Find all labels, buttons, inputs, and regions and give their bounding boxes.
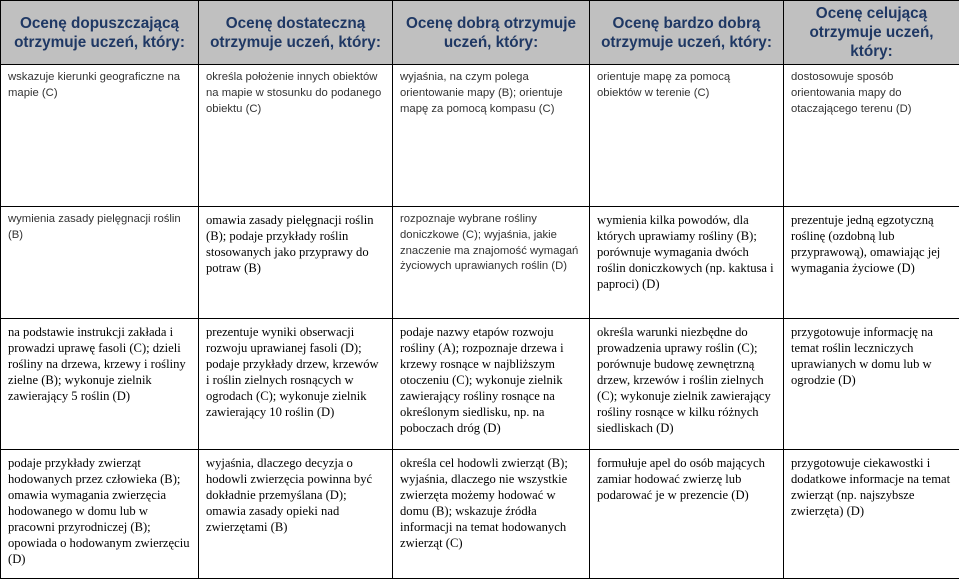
table-row-animal-keeping [1,450,959,579]
criteria-cell: rozpoznaje wybrane rośliny doniczkowe (C); wyjaśnia, jakie znaczenie ma znajomość wymagań życiowych uprawianych roślin (D) [393,207,590,319]
table-row-plant-cultivation [1,319,959,450]
table-row-plant-care [1,207,959,319]
header-grade-dostateczna: Ocenę dostateczną otrzymuje uczeń, który: [199,1,393,65]
criteria-cell: formułuje apel do osób mających zamiar hodować zwierzę lub podarować je w prezencie (D) [590,450,784,579]
criteria-cell: podaje przykłady zwierząt hodowanych przez człowieka (B); omawia wymagania zwierzęcia hodowanego w domu lub w pracowni przyrodniczej (B); opowiada o hodowanym zwierzęciu (D) [1,450,199,579]
header-grade-dopuszczajaca: Ocenę dopuszczającą otrzymuje uczeń, który: [1,1,199,65]
criteria-cell: prezentuje jedną egzotyczną roślinę (ozdobną lub przyprawową), omawiając jej wymagania życiowe (D) [784,207,959,319]
header-grade-dobra: Ocenę dobrą otrzymuje uczeń, który: [393,1,590,65]
criteria-cell: orientuje mapę za pomocą obiektów w terenie (C) [590,65,784,207]
criteria-cell: omawia zasady pielęgnacji roślin (B); podaje przykłady roślin stosowanych jako przyprawy do potraw (B) [199,207,393,319]
criteria-cell: przygotowuje ciekawostki i dodatkowe informacje na temat zwierząt (np. najszybsze zwierzęta) (D) [784,450,959,579]
criteria-cell: wymienia zasady pielęgnacji roślin (B) [1,207,199,319]
table-row-map-orientation [1,65,959,207]
header-row [1,1,959,65]
criteria-cell: przygotowuje informację na temat roślin leczniczych uprawianych w domu lub w ogrodzie (D) [784,319,959,450]
criteria-cell: wyjaśnia, dlaczego decyzja o hodowli zwierzęcia powinna być dokładnie przemyślana (D); omawia zasady opieki nad zwierzętami (B) [199,450,393,579]
criteria-cell: wymienia kilka powodów, dla których uprawiamy rośliny (B); porównuje wymagania dwóch roślin doniczkowych (np. kaktusa i paproci) (D) [590,207,784,319]
criteria-cell: określa położenie innych obiektów na mapie w stosunku do podanego obiektu (C) [199,65,393,207]
criteria-cell: określa cel hodowli zwierząt (B); wyjaśnia, dlaczego nie wszystkie zwierzęta możemy hodować w domu (B); wskazuje źródła informacji na temat hodowanych zwierząt (C) [393,450,590,579]
header-grade-celujaca: Ocenę celującą otrzymuje uczeń, który: [784,1,959,65]
criteria-cell: prezentuje wyniki obserwacji rozwoju uprawianej fasoli (D); podaje przykłady drzew, krzewów i roślin zielnych rosnących w ogrodach (C); wykonuje zielnik zawierający 10 roślin (D) [199,319,393,450]
criteria-cell: wskazuje kierunki geograficzne na mapie (C) [1,65,199,207]
criteria-cell: podaje nazwy etapów rozwoju rośliny (A); rozpoznaje drzewa i krzewy rosnące w najbliższym otoczeniu (C); wykonuje zielnik zawierający rośliny rosnące na określonym siedlisku, np. na poboczach dróg (D) [393,319,590,450]
criteria-cell: określa warunki niezbędne do prowadzenia uprawy roślin (C); porównuje budowę zewnętrzną drzew, krzewów i roślin zielnych (C); wykonuje zielnik zawierający rośliny rosnące w kilku różnych siedliskach (D) [590,319,784,450]
criteria-cell: na podstawie instrukcji zakłada i prowadzi uprawę fasoli (C); dzieli rośliny na drzewa, krzewy i rośliny zielne (B); wykonuje zielnik zawierający 5 roślin (D) [1,319,199,450]
criteria-cell: dostosowuje sposób orientowania mapy do otaczającego terenu (D) [784,65,959,207]
criteria-cell: wyjaśnia, na czym polega orientowanie mapy (B); orientuje mapę za pomocą kompasu (C) [393,65,590,207]
header-grade-bardzo-dobra: Ocenę bardzo dobrą otrzymuje uczeń, który: [590,1,784,65]
